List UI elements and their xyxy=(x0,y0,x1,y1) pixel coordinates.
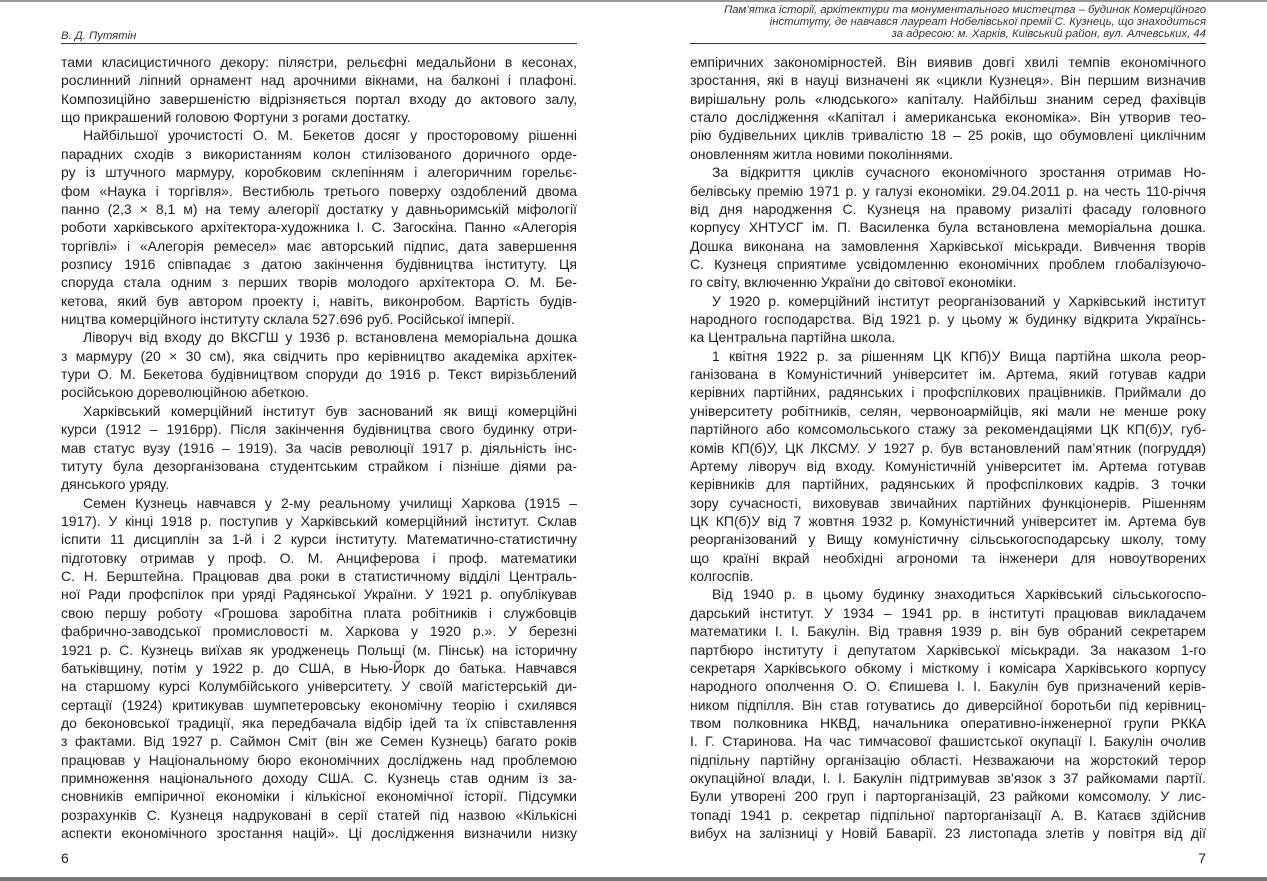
paragraph xyxy=(690,53,1206,163)
text-line: російською дореволюційною абеткою. xyxy=(61,384,309,401)
text-line: топаді 1941 р. секретар підпільної парторганізації А. В. Катаєв здійснив xyxy=(690,806,1206,823)
text-line: ру із штучного мармуру, коробковим склепінням і алегоричним горельє- xyxy=(61,164,577,181)
text-line: Артему ліворуч від входу. Комуністичній університет ім. Артема готував xyxy=(690,457,1206,474)
text-line: батьківщину, потім у 1922 р. до США, в Нью-Йорк до батька. Навчався xyxy=(61,659,577,676)
running-head-line: інституту, де навчався лауреат Нобелівської премії С. Кузнець, що знаходиться xyxy=(769,16,1206,28)
text-line: керівників для партійних, радянських й профспілкових кадрів. З точки xyxy=(690,476,1206,493)
text-line: Ліворуч від входу до ВКСГШ у 1936 р. встановлена меморіальна дошка xyxy=(83,329,577,346)
text-line: працював у Національному бюро економічних досліджень над проблемою xyxy=(61,751,577,768)
text-line: університету робітників, селян, червоноармійців, які мали не менше року xyxy=(690,402,1206,419)
text-line: титуту була дезорганізована студентським страйком і пізніше діями ра- xyxy=(61,457,577,474)
page-number: 7 xyxy=(1198,850,1206,866)
text-line: корпусу ХНТУСГ ім. П. Василенка була встановлена меморіальна дошка. xyxy=(690,219,1206,236)
text-line: С. Н. Берштейна. Працював два роки в статистичному відділі Централь- xyxy=(61,568,577,585)
text-line: дянського уряду. xyxy=(61,476,170,493)
text-line: до беконовської традиції, яка передбачала відбір ідей та їх співставлення xyxy=(61,714,577,731)
right-page xyxy=(690,0,1206,877)
text-line: сертації (1924) критикував шумпетеровську економічну теорію і схилявся xyxy=(61,696,577,713)
running-head-author: В. Д. Путятін xyxy=(61,30,137,42)
text-line: 1 квітня 1922 р. за рішенням ЦК КПб)У Вища партійна школа реор- xyxy=(712,347,1206,364)
text-line: іспити 11 дисциплін за 1-й і 2 курси інституту. Математично-статистичну xyxy=(61,531,577,548)
text-line: керівних партійних, радянських і профспілкових працівників. Приймали до xyxy=(690,384,1206,401)
text-line: рію будівельних циклів тривалістю 18 – 25 років, що обумовлені циклічним xyxy=(690,127,1206,144)
text-line: сновників емпіричної економіки і кількісної економічної історії. Підсумки xyxy=(61,788,577,805)
text-line: комів КП(б)У, ЦК ЛКСМУ. У 1927 р. був встановлений пам’ятник (погруддя) xyxy=(690,439,1206,456)
text-line: го світу, включенню України до світової економіки. xyxy=(690,274,1017,291)
text-line: розрахунків С. Кузнеця надруковані в серії статей під назвою «Кількісні xyxy=(61,806,577,823)
text-line: Композиційно завершеністю відрізняється портал входу до актового залу, xyxy=(61,90,577,107)
text-line: вибух на залізниці у Новій Баварії. 23 листопада злетів у повітря від дії xyxy=(690,825,1206,842)
text-line: аспекти економічного зростання націй». Ці дослідження визначили низку xyxy=(61,825,577,842)
paragraph xyxy=(61,126,577,328)
paragraph xyxy=(61,494,577,843)
text-line: мав статус вузу (1916 – 1919). За часів революції 1917 р. діяльність інс- xyxy=(61,439,577,456)
paragraph xyxy=(61,53,577,126)
text-line: зростання, які в науці визначені як «цикли Кузнеця». Він першим визначив xyxy=(690,72,1206,89)
text-line: реорганізований у Вищу комуністичну сільськогосподарську школу, тому xyxy=(690,531,1206,548)
paragraph xyxy=(61,328,577,401)
text-line: торгівлі» і «Алегорія ремесел» має авторський підпис, дата завершення xyxy=(61,237,577,254)
running-head-line: за адресою: м. Харків, Київський район, вул. Алчевських, 44 xyxy=(891,28,1206,40)
paragraph xyxy=(690,292,1206,347)
text-line: За відкриття циклів сучасного економічного зростання отримав Но- xyxy=(712,164,1206,181)
text-line: ганізована в Комуністичний університет ім. Артема, який готував кадри xyxy=(690,366,1206,383)
running-head-line: Пам’ятка історії, архітектури та монументального мистецтва – будинок Комерційного xyxy=(724,4,1206,16)
text-line: що країні вкрай необхідні агрономи та інженери для новоутворених xyxy=(690,549,1206,566)
text-line: споруда стала одним з перших творів молодого архітектора О. М. Бе- xyxy=(61,274,577,291)
text-line: белівську премію 1971 р. у галузі економіки. 29.04.2011 р. на честь 110-річчя xyxy=(690,182,1206,199)
text-line: ної Ради профспілок при уряді Радянської України. У 1921 р. опублікував xyxy=(61,586,577,603)
text-line: з фактами. Від 1927 р. Саймон Сміт (він же Семен Кузнець) багато років xyxy=(61,733,577,750)
text-line: парадних сходів з використанням колон стилізованого доричного орде- xyxy=(61,145,577,162)
text-line: що прикрашений головою Фортуни з рогами достатку. xyxy=(61,109,411,126)
text-line: підпільну партійну організацію області. Незважаючи на жорстокий терор xyxy=(690,751,1206,768)
text-line: партбюро інституту і депутатом Харківської міськради. За наказом 1-го xyxy=(690,641,1206,658)
bottom-border xyxy=(0,877,1267,881)
text-line: партійного або комсомольського стажу за рекомендаціями ЦК КП(б)У, губ- xyxy=(690,421,1206,438)
page-number: 6 xyxy=(61,850,69,866)
text-line: Найбільшої урочистості О. М. Бекетов досяг у просторовому рішенні xyxy=(83,127,577,144)
text-line: секретаря Харківського обкому і місткому і комісара Харківського корпусу xyxy=(690,659,1206,676)
text-line: панно (2,3 × 8,1 м) на тему алегорії достатку у давньоримській міфології xyxy=(61,200,577,217)
text-line: колгоспів. xyxy=(690,568,754,585)
left-page xyxy=(61,0,577,877)
text-line: стало дослідження «Капітал і американська економіка». Він утворив тео- xyxy=(690,109,1206,126)
text-line: розпису 1916 співпадає з датою закінчення будівництва інституту. Ця xyxy=(61,255,577,272)
text-line: народного господарства. Від 1921 р. у цьому ж будинку відкрита Українсь- xyxy=(690,311,1206,328)
paragraph xyxy=(61,402,577,494)
text-line: фабрично-заводської промисловості м. Харкова у 1920 р.». У березні xyxy=(61,623,577,640)
paragraph xyxy=(690,163,1206,292)
text-line: від дня народження С. Кузнеця на правому ризаліті фасаду головного xyxy=(690,200,1206,217)
text-line: роботи харківського архітектора-художника І. С. Загоскіна. Панно «Алегорія xyxy=(61,219,577,236)
text-line: твом полковника НКВД, начальника оперативно-інженерної групи РККА xyxy=(690,714,1206,731)
paragraph xyxy=(690,347,1206,586)
text-line: зору сучасності, виховував звичайних партійних функціонерів. Рішенням xyxy=(690,494,1206,511)
text-line: свою першу роботу «Грошова заробітна плата робітників і службовців xyxy=(61,604,577,621)
text-line: ництва комерційного інституту склала 527.696 руб. Російської імперії. xyxy=(61,311,515,328)
text-line: кетова, який був автором проекту і, навіть, виконробом. Вартість будів- xyxy=(61,292,577,309)
text-line: Були утворені 200 груп і парторганізацій, 23 райкоми комсомолу. У лис- xyxy=(690,788,1206,805)
text-line: Семен Кузнець навчався у 2-му реальному училищі Харкова (1915 – xyxy=(83,494,577,511)
page-body xyxy=(61,53,577,842)
text-line: 1917). У кінці 1918 р. поступив у Харківський комерційний інститут. Склав xyxy=(61,512,577,529)
text-line: Від 1940 р. в цьому будинку знаходиться Харківський сільськогоспо- xyxy=(712,586,1206,603)
text-line: І. Г. Старинова. На час тимчасової фашистської окупації І. Бакулін очолив xyxy=(690,733,1206,750)
text-line: підготовку отримав у проф. О. М. Анциферова і проф. математики xyxy=(61,549,577,566)
text-line: С. Кузнеця сприятиме усвідомленню економічних проблем глобалізуючо- xyxy=(690,255,1206,272)
text-line: курси (1912 – 1916рр). Після закінчення будівництва свого будинку отри- xyxy=(61,421,577,438)
text-line: ником підпілля. Він став готуватись до диверсійної боротьби під керівниц- xyxy=(690,696,1206,713)
text-line: на старшому курсі Колумбійського університету. У своїй магістерській ди- xyxy=(61,678,577,695)
text-line: фом «Наука і торгівля». Вестибюль третього поверху оздоблений двома xyxy=(61,182,577,199)
text-line: ЦК КП(б)У від 7 жовтня 1932 р. Комуністичний університет ім. Артема був xyxy=(690,512,1206,529)
text-line: тами класицистичного декору: пілястри, рельєфні медальйони в кесонах, xyxy=(61,54,577,70)
text-line: Харківський комерційний інститут був заснований як вищі комерційні xyxy=(83,402,577,419)
text-line: вирішальну роль «людського» капіталу. Найбільш знаним серед фахівців xyxy=(690,90,1206,107)
header-rule xyxy=(690,43,1206,44)
text-line: з мармуру (20 × 30 см), яка свідчить про керівництво академіка архітек- xyxy=(61,347,577,364)
text-line: народного ополчення О. О. Єпишева І. І. Бакулін був призначений керів- xyxy=(690,678,1206,695)
page-body xyxy=(690,53,1206,842)
text-line: Дошка виконана на замовлення Харківської міськради. Вивчення творів xyxy=(690,237,1206,254)
text-line: дарський інститут. У 1934 – 1941 рр. в інституті працював викладачем xyxy=(690,604,1206,621)
text-line: оновленням житла новими поколіннями. xyxy=(690,145,953,162)
text-line: емпіричних закономірностей. Він виявив довгі хвилі темпів економічного xyxy=(690,54,1206,70)
text-line: ка Центральна партійна школа. xyxy=(690,329,896,346)
paragraph xyxy=(690,585,1206,842)
running-head-title xyxy=(724,4,1206,40)
text-line: 1921 р. С. Кузнець виїхав як уродженець Польщі (м. Пінськ) на історичну xyxy=(61,641,577,658)
text-line: У 1920 р. комерційний інститут реорганізований у Харківський інститут xyxy=(712,292,1206,309)
text-line: тури О. М. Бекетова будівництвом споруди до 1916 р. Текст вирізьблений xyxy=(61,366,577,383)
text-line: примноження національного доходу США. С. Кузнець став одним із за- xyxy=(61,770,577,787)
text-line: окупаційної влади, І. І. Бакулін підтримував зв'язок з 37 райкомами партії. xyxy=(690,770,1206,787)
text-line: математики І. І. Бакулін. Від травня 1939 р. він був обраний секретарем xyxy=(690,623,1206,640)
header-rule xyxy=(61,43,577,44)
text-line: рослинний ліпний орнамент над арочними вікнами, на балконі і плафоні. xyxy=(61,72,577,89)
